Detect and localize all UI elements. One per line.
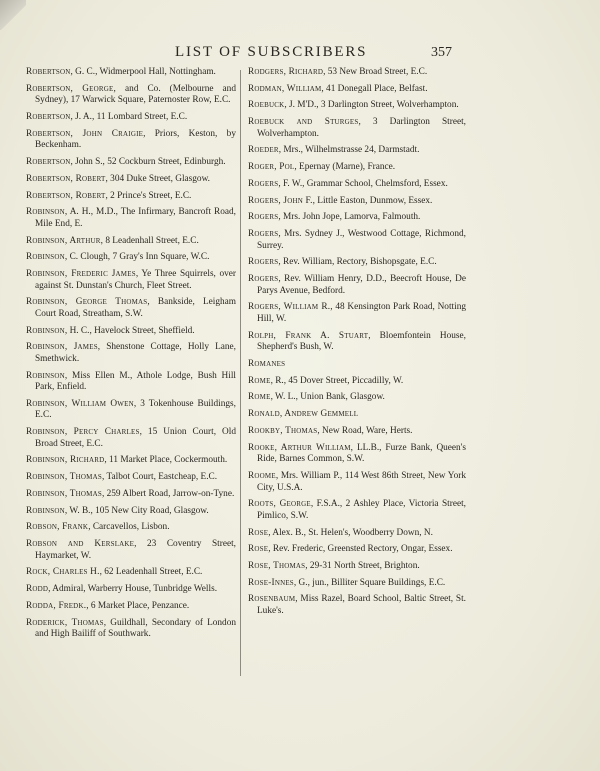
subscriber-entry: Robinson, Frederic James, Ye Three Squirrels, over against St. Dunstan's Church, Fleet Street. (26, 268, 236, 291)
subscriber-entry: Robinson, C. Clough, 7 Gray's Inn Square, W.C. (26, 252, 210, 263)
subscriber-entry: Roots, George, F.S.A., 2 Ashley Place, Victoria Street, Pimlico, S.W. (248, 499, 466, 521)
subscriber-entry: Robertson, G. C., Widmerpool Hall, Nottingham. (26, 67, 216, 77)
subscriber-entry: Robinson, Richard, 11 Market Place, Cockermouth. (26, 455, 228, 466)
subscriber-entry: Rock, Charles H., 62 Leadenhall Street, E.C. (26, 567, 203, 578)
subscriber-entry: Robinson, George Thomas, Bankside, Leigham Court Road, Streatham, S.W. (26, 297, 236, 319)
subscriber-entry: Rogers, Rev. William Henry, D.D., Beecroft House, De Parys Avenue, Bedford. (248, 274, 466, 296)
subscriber-entry: Rose, Thomas, 29-31 North Street, Brighton. (248, 561, 420, 571)
page-number: 357 (431, 45, 452, 60)
subscriber-entry: Robertson, J. A., 11 Lombard Street, E.C. (26, 112, 188, 123)
subscriber-entry: Roeder, Mrs., Wilhelmstrasse 24, Darmstadt. (248, 145, 420, 156)
subscriber-entry: Robertson, George, and Co. (Melbourne and Sydney), 17 Warwick Square, Paternoster Row, E.C. (26, 83, 236, 106)
subscriber-entry: Robinson, H. C., Havelock Street, Sheffield. (26, 325, 195, 336)
page-corner-fold (0, 0, 26, 30)
subscriber-entry: Robinson, A. H., M.D., The Infirmary, Bancroft Road, Mile End, E. (26, 207, 236, 229)
subscriber-entry: Rogers, F. W., Grammar School, Chelmsford, Essex. (248, 178, 448, 189)
subscriber-entry: Roderick, Thomas, Guildhall, Secondary of London and High Bailiff of Southwark. (26, 617, 236, 640)
subscriber-entry: Rogers, William R., 48 Kensington Park Road, Notting Hill, W. (248, 302, 466, 324)
subscriber-entry: Robson and Kerslake, 23 Coventry Street, Haymarket, W. (26, 539, 236, 561)
subscriber-entry: Robinson, Percy Charles, 15 Union Court, Old Broad Street, E.C. (26, 427, 237, 449)
subscriber-entry: Rodgers, Richard, 53 New Broad Street, E.C. (248, 67, 428, 77)
page-header (0, 44, 600, 66)
subscriber-entry: Roome, Mrs. William P., 114 West 86th Street, New York City, U.S.A. (248, 470, 466, 493)
subscriber-entry: Robinson, W. B., 105 New City Road, Glasgow. (26, 505, 209, 516)
subscriber-entry: Romanes (248, 359, 286, 370)
subscriber-entry: Rogers, Mrs. John Jope, Lamorva, Falmouth. (248, 212, 421, 223)
subscriber-entry: Robinson, Thomas, 259 Albert Road, Jarrow-on-Tyne. (26, 488, 235, 499)
subscriber-entry: Robertson, Robert, 304 Duke Street, Glasgow. (26, 173, 211, 184)
subscriber-entry: Roebuck and Sturges, 3 Darlington Street, Wolverhampton. (248, 117, 466, 139)
subscriber-entry: Rome, W. L., Union Bank, Glasgow. (248, 392, 385, 403)
subscriber-entry: Rogers, Mrs. Sydney J., Westwood Cottage, Richmond, Surrey. (248, 229, 466, 251)
subscriber-entry: Robinson, Miss Ellen M., Athole Lodge, Bush Hill Park, Enfield. (26, 370, 236, 393)
subscriber-entry: Roger, Pol, Epernay (Marne), France. (248, 162, 396, 173)
subscriber-entry: Rosenbaum, Miss Razel, Board School, Baltic Street, St. Luke's. (248, 594, 466, 617)
subscriber-entry: Rome, R., 45 Dover Street, Piccadilly, W. (248, 375, 404, 386)
subscriber-entry: Rose, Alex. B., St. Helen's, Woodberry Down, N. (248, 527, 433, 538)
subscriber-entry: Robinson, Thomas, Talbot Court, Eastcheap, E.C. (26, 472, 218, 483)
subscriber-entry: Robinson, James, Shenstone Cottage, Holly Lane, Smethwick. (26, 342, 236, 364)
subscriber-entry: Rogers, John F., Little Easton, Dunmow, Essex. (248, 195, 433, 206)
subscriber-entry: Rose-Innes, G., jun., Billiter Square Buildings, E.C. (248, 577, 446, 588)
subscriber-entry: Rogers, Rev. William, Rectory, Bishopsgate, E.C. (248, 257, 437, 268)
subscriber-entry: Robinson, Arthur, 8 Leadenhall Street, E.C. (26, 235, 199, 246)
subscriber-entry: Roebuck, J. M'D., 3 Darlington Street, Wolverhampton. (248, 100, 459, 111)
subscriber-entry: Rodman, William, 41 Donegall Place, Belfast. (248, 83, 428, 94)
column-divider (240, 70, 241, 676)
subscriber-entry: Robertson, Robert, 2 Prince's Street, E.C. (26, 190, 192, 201)
subscriber-entry: Robertson, John S., 52 Cockburn Street, Edinburgh. (26, 157, 226, 168)
subscriber-entry: Robertson, John Craigie, Priors, Keston, by Beckenham. (26, 128, 236, 151)
left-column (26, 67, 236, 646)
subscriber-entry: Rodd, Admiral, Warberry House, Tunbridge Wells. (26, 584, 218, 595)
subscriber-entry: Rodda, Fredk., 6 Market Place, Penzance. (26, 600, 190, 611)
subscriber-entry: Rooke, Arthur William, LL.B., Furze Bank, Queen's Ride, Barnes Common, S.W. (248, 442, 466, 465)
subscriber-entry: Rolph, Frank A. Stuart, Bloemfontein House, Shepherd's Bush, W. (248, 330, 466, 353)
subscriber-entry: Robinson, William Owen, 3 Tokenhouse Buildings, E.C. (26, 398, 236, 421)
right-column (248, 67, 466, 623)
page-title: LIST OF SUBSCRIBERS (175, 44, 368, 60)
subscriber-entry: Rookby, Thomas, New Road, Ware, Herts. (248, 425, 413, 436)
subscriber-entry: Ronald, Andrew Gemmell (248, 409, 359, 420)
subscriber-entry: Rose, Rev. Frederic, Greensted Rectory, Ongar, Essex. (248, 544, 453, 555)
subscriber-entry: Robson, Frank, Carcavellos, Lisbon. (26, 522, 170, 533)
